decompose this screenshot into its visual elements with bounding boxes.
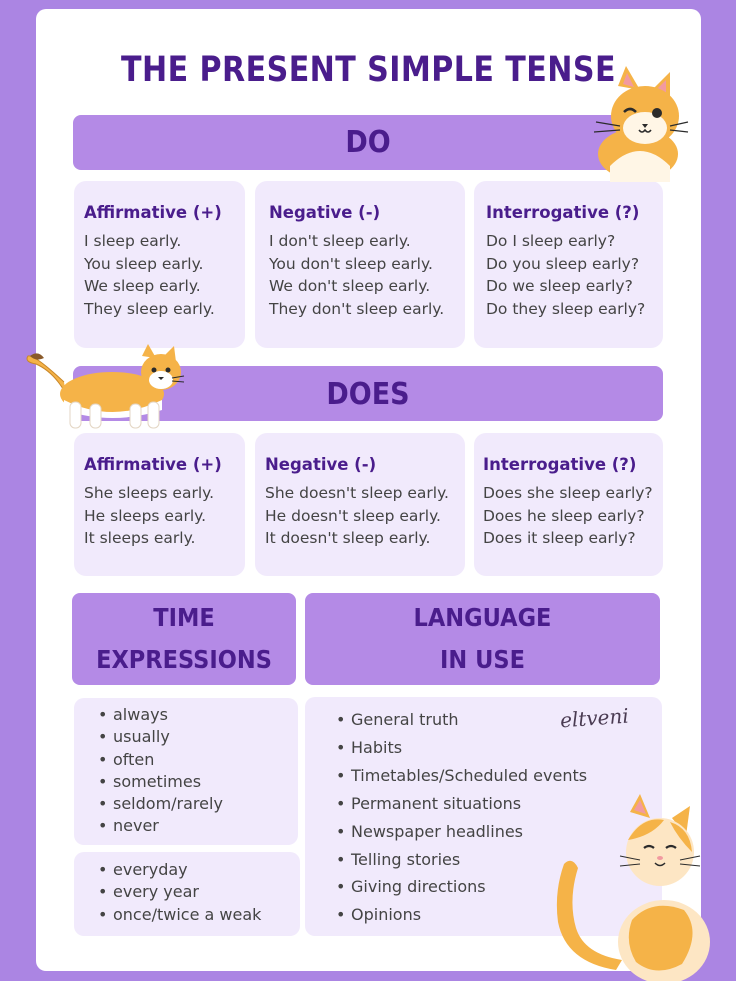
- does-affirmative-box: [74, 433, 245, 576]
- example-line: She sleeps early.: [84, 484, 215, 502]
- example-line: We don't sleep early.: [269, 277, 431, 295]
- list-item: • Giving directions: [336, 873, 662, 901]
- list-item: • General truth: [336, 706, 662, 734]
- example-line: She doesn't sleep early.: [265, 484, 449, 502]
- do-heading-band: [73, 115, 663, 170]
- list-item: • seldom/rarely: [98, 793, 298, 815]
- example-line: I don't sleep early.: [269, 232, 411, 250]
- list-item: • once/twice a weak: [98, 904, 300, 926]
- box-title: Affirmative (+): [84, 455, 222, 474]
- heading-line: EXPRESSIONS: [96, 645, 272, 674]
- heading-line: LANGUAGE: [413, 603, 552, 632]
- page-title: THE PRESENT SIMPLE TENSE: [121, 50, 616, 90]
- example-line: It sleeps early.: [84, 529, 196, 547]
- do-heading: DO: [345, 125, 391, 160]
- box-title: Negative (-): [269, 203, 381, 222]
- list-item: • everyday: [98, 859, 300, 881]
- box-title: Interrogative (?): [486, 203, 640, 222]
- heading-line: IN USE: [440, 645, 525, 674]
- language-in-use-heading: [305, 593, 660, 685]
- do-negative-box: [255, 181, 465, 348]
- walking-cat-icon: [24, 344, 184, 434]
- list-item: • always: [98, 704, 298, 726]
- example-line: You sleep early.: [84, 254, 204, 273]
- list-item: • Telling stories: [336, 846, 662, 874]
- time-expressions-list: [74, 698, 298, 845]
- list-item: • Permanent situations: [336, 790, 662, 818]
- example-line: He doesn't sleep early.: [265, 506, 441, 525]
- signature: eltveni: [559, 703, 630, 733]
- do-interrogative-box: [474, 181, 663, 348]
- example-line: Do I sleep early?: [486, 232, 616, 250]
- example-line: Do you sleep early?: [486, 254, 640, 273]
- example-line: Does it sleep early?: [483, 529, 636, 547]
- example-line: Does he sleep early?: [483, 506, 645, 525]
- time-expressions-heading: [72, 593, 296, 685]
- does-negative-box: [255, 433, 465, 576]
- list-item: • usually: [98, 726, 298, 748]
- does-heading: DOES: [326, 377, 410, 412]
- winking-cat-icon: [590, 66, 690, 182]
- heading-line: TIME: [153, 603, 215, 632]
- example-line: You don't sleep early.: [269, 254, 433, 273]
- list-item: • Habits: [336, 734, 662, 762]
- example-line: They don't sleep early.: [269, 299, 445, 318]
- example-line: They sleep early.: [84, 299, 215, 318]
- list-item: • sometimes: [98, 771, 298, 793]
- example-line: Do they sleep early?: [486, 299, 646, 318]
- list-item: • Newspaper headlines: [336, 818, 662, 846]
- time-expressions-list-2: [74, 852, 300, 936]
- example-line: He sleeps early.: [84, 506, 207, 525]
- example-line: It doesn't sleep early.: [265, 529, 431, 547]
- sitting-cat-icon: [552, 792, 712, 981]
- example-line: Do we sleep early?: [486, 277, 633, 295]
- box-title: Negative (-): [265, 455, 377, 474]
- list-item: • Timetables/Scheduled events: [336, 762, 662, 790]
- box-title: Interrogative (?): [483, 455, 637, 474]
- example-line: Does she sleep early?: [483, 484, 653, 502]
- list-item: • Opinions: [336, 901, 662, 929]
- do-affirmative-box: [74, 181, 245, 348]
- does-interrogative-box: [474, 433, 663, 576]
- box-title: Affirmative (+): [84, 203, 222, 222]
- list-item: • never: [98, 815, 298, 837]
- example-line: We sleep early.: [84, 277, 201, 295]
- example-line: I sleep early.: [84, 232, 182, 250]
- list-item: • often: [98, 749, 298, 771]
- list-item: • every year: [98, 881, 300, 903]
